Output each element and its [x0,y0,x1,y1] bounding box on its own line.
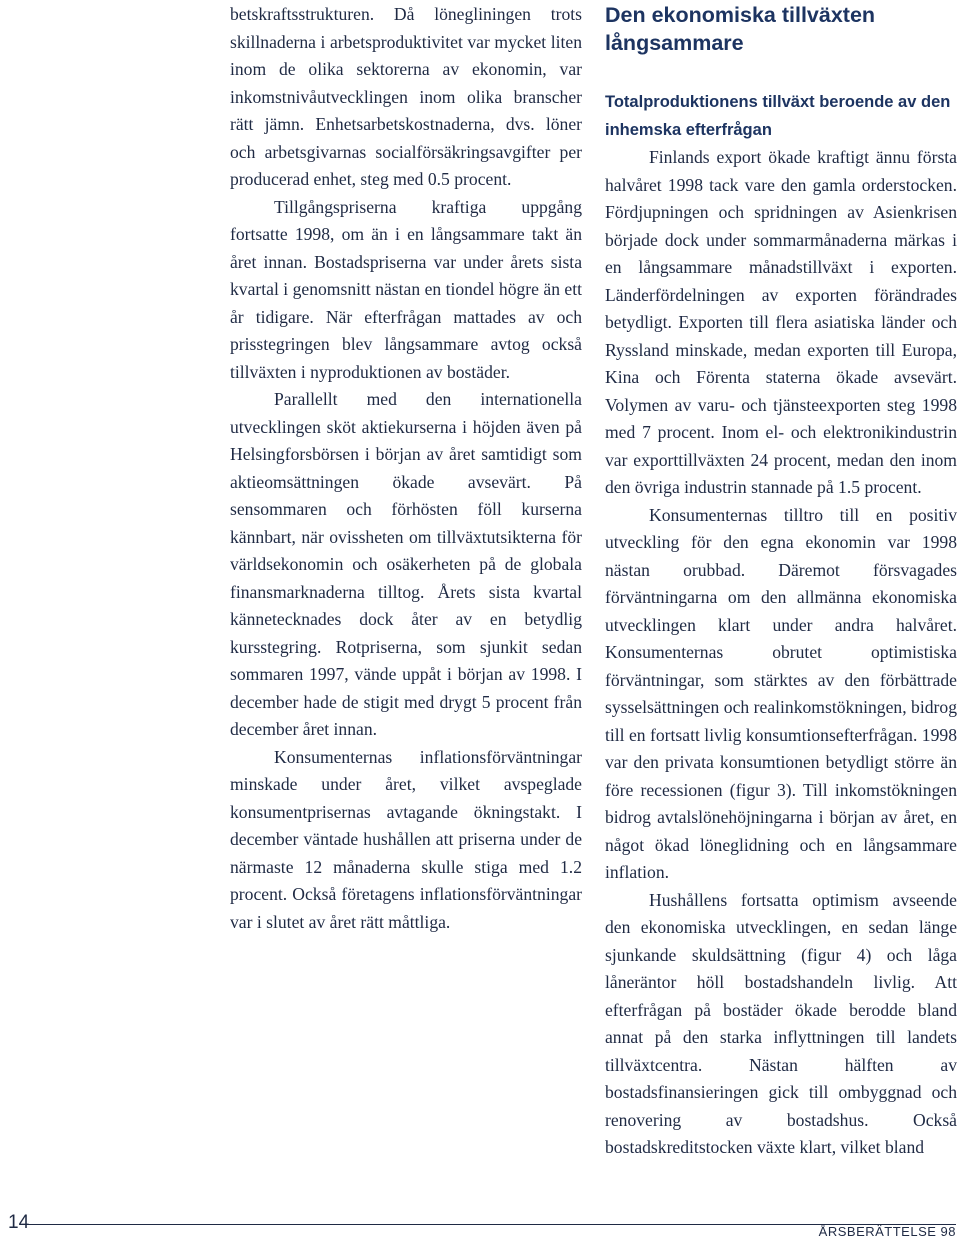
footer-rule [28,1224,956,1225]
running-title: ÅRSBERÄTTELSE 98 [818,1224,956,1239]
right-text-column [605,1,957,1162]
body-paragraph: Konsumenternas inflationsförväntningar minskade under året, vilket avspeglade konsumentprisernas avtagande ökningstakt. I december väntade hushållen att priserna under de närmaste 12 månaderna skulle stiga med 1.2 procent. Också företagens inflationsförväntningar var i slutet av året rätt måttliga. [230,746,582,932]
page-number: 14 [8,1212,30,1233]
body-paragraph: Parallellt med den internationella utvecklingen sköt aktiekurserna i höjden även på Helsingforsbörsen i början av året samtidigt som aktieomsättningen ökade avsevärt. På sensommaren och förhösten föll kurserna kännbart, när ovissheten om tillväxtutsikterna för världsekonomin och osäkerheten på de globala finansmarknaderna tilltog. Årets sista kvartal kännetecknades dock åter av en betydlig kursstegring. Rotpriserna, som sjunkit sedan sommaren 1997, vände uppåt i början av 1998. I december hade de stigit med drygt 5 procent från december året innan. [230,389,582,739]
body-paragraph: Hushållens fortsatta optimism avseende den ekonomiska utvecklingen, en sedan länge sjunkande skuldsättning (figur 4) och låga låneräntor höll bostadshandeln livlig. Att efterfrågan på bostäder ökade berodde bland annat på den starka inflyttningen till landets tillväxtcentra. Nästan hälften av bostadsfinansieringen gick till ombyggnad och renovering av bostadshus. Också bostadskreditstocken växte klart, vilket bland [605,889,957,1157]
body-paragraph: Finlands export ökade kraftigt ännu första halvåret 1998 tack vare den gamla orderstocken. Fördjupningen och spridningen av Asienkrisen började dock under sommarmånaderna märkas i en långsammare månadstillväxt i exporten. Länderfördelningen av exporten förändrades betydligt. Exporten till flera asiatiska länder och Ryssland minskade, medan exporten till Europa, Kina och Förenta staterna ökade avsevärt. Volymen av varu- och tjänsteexporten steg 1998 med 7 procent. Inom el- och elektronikindustrin var exporttillväxten 24 procent, medan den inom den övriga industrin stannade på 1.5 procent. [605,147,957,497]
left-text-column [230,1,582,936]
body-paragraph: Konsumenternas tilltro till en positiv utveckling för den egna ekonomin var 1998 nästan orubbad. Däremot försvagades förväntningarna om den allmänna ekonomiska utvecklingen klart under andra halvåret. Konsumenternas obrutet optimistiska förväntningar, som stärktes av den förbättrade sysselsättningen och realinkomstökningen, bidrog till en fortsatt livlig konsumtionsefterfrågan. 1998 var den privata konsumtionen betydligt större än före recessionen (figur 3). Till inkomstökningen bidrog avtalslönehöjningarna i början av året, en något ökad löneglidning och en långsammare inflation. [605,504,957,882]
section-heading: Den ekonomiska tillväxten långsammare [605,3,876,55]
section-subheading: Totalproduktionens tillväxt beroende av den inhemska efterfrågan [605,93,951,139]
body-paragraph: Tillgångspriserna kraftiga uppgång fortsatte 1998, om än i en långsammare takt än året innan. Bostadspriserna var under årets sista kvartal i genomsnitt nästan en tiondel högre än ett år tidigare. När efterfrågan mattades av och prisstegringen blev långsammare avtog också tillväxten i nyproduktionen av bostäder. [230,196,582,382]
body-paragraph: betskraftsstrukturen. Då lönegliningen trots skillnaderna i arbetsproduktivitet var mycket liten inom de olika sektorerna av ekonomin, var inkomstnivåutvecklingen inom olika branscher rätt jämn. Enhetsarbetskostnaderna, dvs. löner och arbetsgivarnas socialförsäkringsavgifter per producerad enhet, steg med 0.5 procent. [230,4,582,189]
